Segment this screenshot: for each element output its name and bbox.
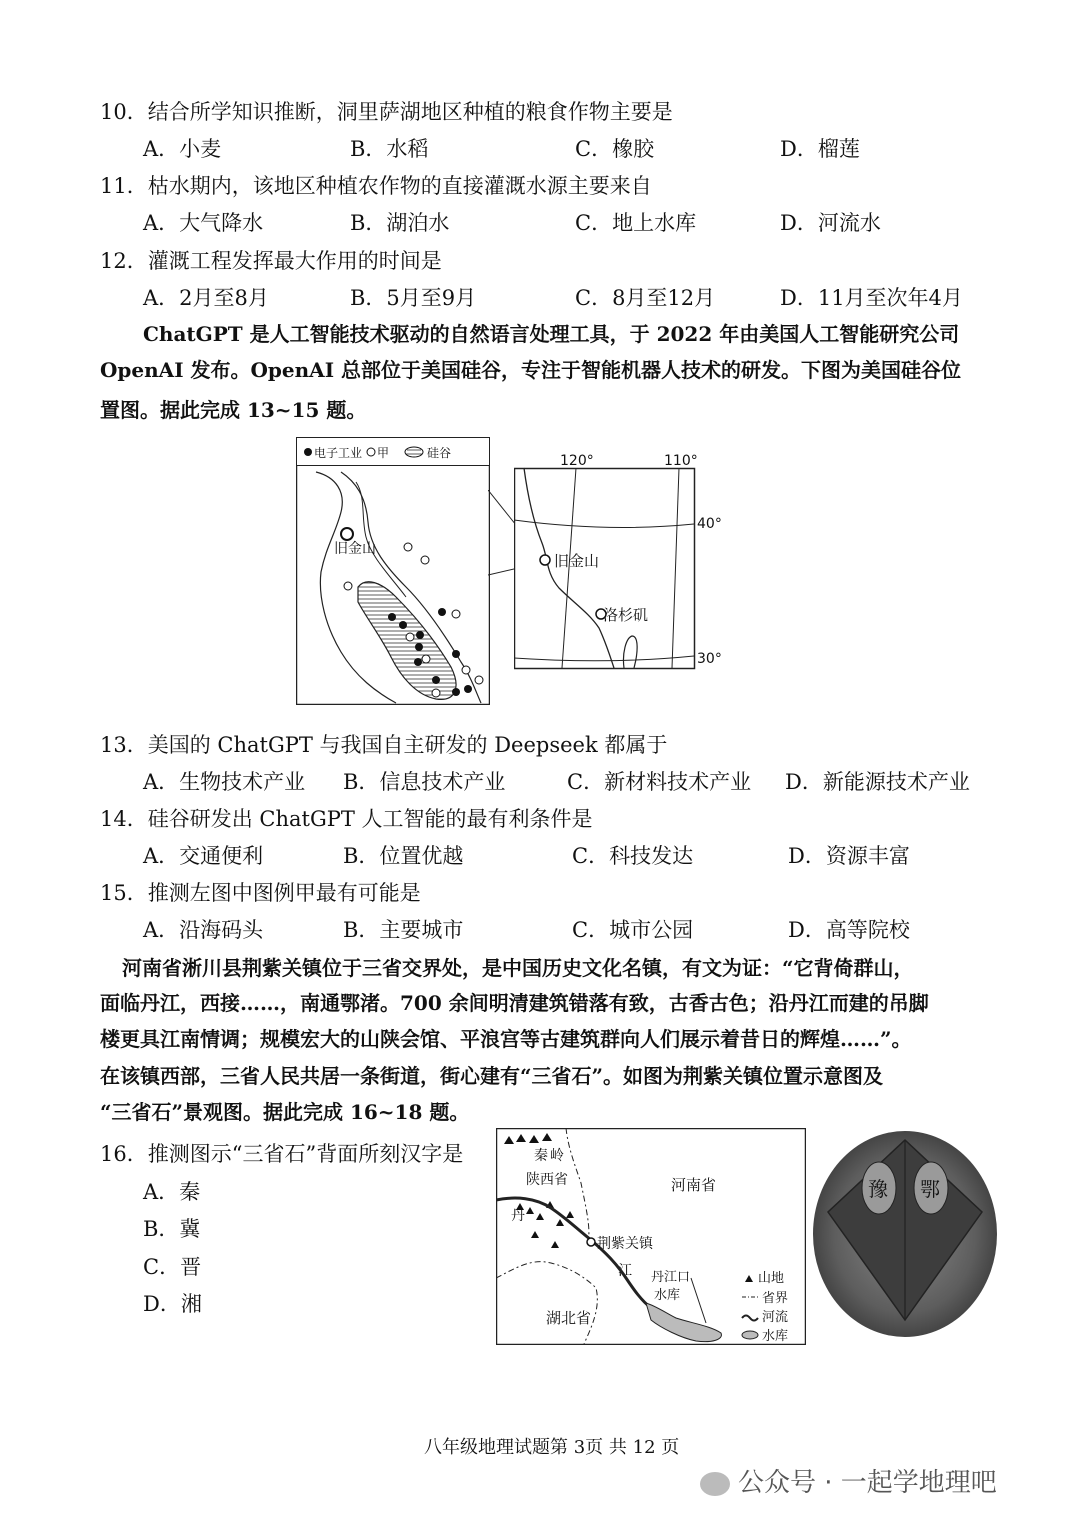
legend-electronics-icon bbox=[304, 448, 312, 456]
q12-option-a[interactable]: A．2月至8月 bbox=[143, 286, 269, 310]
q13-option-a[interactable]: A．生物技术产业 bbox=[143, 770, 306, 794]
label-henan: 河南省 bbox=[671, 1176, 717, 1194]
q10-option-c[interactable]: C．橡胶 bbox=[575, 137, 655, 161]
us-san-francisco-label: 旧金山 bbox=[554, 552, 600, 570]
los-angeles-label: 洛杉矶 bbox=[603, 606, 649, 624]
q14-option-b[interactable]: B．位置优越 bbox=[343, 844, 464, 868]
material-2-line-2: 面临丹江，西接……，南通鄂渚。700 余间明清建筑错落有致，古香古色；沿丹江而建的吊脚 bbox=[100, 991, 929, 1015]
legend-jia-label: 甲 bbox=[377, 446, 390, 460]
legend-valley-label: 硅谷 bbox=[427, 446, 452, 460]
legend-valley-icon bbox=[405, 447, 423, 457]
q11-option-d[interactable]: D．河流水 bbox=[780, 211, 881, 235]
q11-option-a[interactable]: A．大气降水 bbox=[143, 211, 264, 235]
label-reservoir-2: 水库 bbox=[654, 1288, 681, 1303]
page-footer: 八年级地理试题第 3页 共 12 页 bbox=[424, 1437, 680, 1458]
q15-option-a[interactable]: A．沿海码头 bbox=[143, 918, 264, 942]
q14-option-a[interactable]: A．交通便利 bbox=[143, 844, 264, 868]
label-ling: 岭 bbox=[550, 1148, 564, 1164]
q11-option-b[interactable]: B．湖泊水 bbox=[350, 211, 450, 235]
q11-option-c[interactable]: C．地上水库 bbox=[575, 211, 697, 235]
label-qin: 秦 bbox=[534, 1148, 548, 1164]
label-dan: 丹 bbox=[511, 1208, 525, 1224]
q12-option-d[interactable]: D．11月至次年4月 bbox=[780, 286, 963, 310]
lon-label-110: 110° bbox=[664, 453, 698, 469]
q16-option-b[interactable]: B．冀 bbox=[143, 1217, 201, 1241]
san-francisco-marker bbox=[341, 528, 353, 540]
label-jiang: 江 bbox=[618, 1263, 632, 1279]
watermark-text: 公众号 · 一起学地理吧 bbox=[738, 1468, 997, 1498]
material-2-line-4: 在该镇西部，三省人民共居一条街道，街心建有“三省石”。如图为荆紫关镇位置示意图及 bbox=[100, 1064, 884, 1088]
q11-stem: 11．枯水期内，该地区种植农作物的直接灌溉水源主要来自 bbox=[100, 174, 652, 198]
q16-option-a[interactable]: A．秦 bbox=[143, 1180, 201, 1204]
material-2-line-5: “三省石”景观图。据此完成 16~18 题。 bbox=[100, 1100, 470, 1124]
q13-stem: 13．美国的 ChatGPT 与我国自主研发的 Deepseek 都属于 bbox=[100, 733, 668, 757]
q13-option-b[interactable]: B．信息技术产业 bbox=[343, 770, 506, 794]
legend-jia-icon bbox=[367, 448, 375, 456]
stone-char-2: 鄂 bbox=[920, 1177, 940, 1201]
sanshengshi-stone-photo bbox=[812, 1130, 998, 1338]
label-hubei: 湖北省 bbox=[546, 1309, 592, 1327]
material-2-line-3: 楼更具江南情调；规模宏大的山陕会馆、平浪宫等古建筑群向人们展示着昔日的辉煌……”。 bbox=[100, 1027, 912, 1051]
q15-option-d[interactable]: D．高等院校 bbox=[788, 918, 910, 942]
lon-label-120: 120° bbox=[560, 453, 594, 469]
q16-option-d[interactable]: D．湘 bbox=[143, 1292, 202, 1316]
material-1-line-2: OpenAI 发布。OpenAI 总部位于美国硅谷，专注于智能机器人技术的研发。下图为美国硅谷位 bbox=[100, 358, 962, 382]
legend-border-label: 省界 bbox=[762, 1291, 789, 1306]
q15-option-b[interactable]: B．主要城市 bbox=[343, 918, 464, 942]
q14-option-c[interactable]: C．科技发达 bbox=[572, 844, 694, 868]
q13-option-c[interactable]: C．新材料技术产业 bbox=[567, 770, 752, 794]
label-reservoir-1: 丹江口 bbox=[651, 1270, 691, 1285]
legend-mountain-label: 山地 bbox=[758, 1271, 785, 1286]
material-2-line-1: 河南省淅川县荆紫关镇位于三省交界处，是中国历史文化名镇，有文为证：“它背倚群山， bbox=[122, 956, 914, 980]
legend-reservoir-icon bbox=[742, 1331, 758, 1339]
jingziguan-map bbox=[496, 1128, 806, 1345]
usa-west-coast-map bbox=[514, 448, 742, 670]
lat-label-40: 40° bbox=[697, 516, 722, 532]
wechat-watermark bbox=[700, 1462, 997, 1499]
legend-electronics-label: 电子工业 bbox=[314, 446, 363, 460]
q16-stem: 16．推测图示“三省石”背面所刻汉字是 bbox=[100, 1142, 464, 1166]
q16-option-c[interactable]: C．晋 bbox=[143, 1255, 202, 1279]
label-shaanxi: 陕西省 bbox=[526, 1172, 568, 1188]
legend-reservoir-label: 水库 bbox=[762, 1329, 789, 1344]
legend-river-label: 河流 bbox=[762, 1310, 789, 1325]
material-1-line-3: 置图。据此完成 13~15 题。 bbox=[100, 398, 367, 422]
q10-option-a[interactable]: A．小麦 bbox=[143, 137, 222, 161]
q10-stem: 10．结合所学知识推断，洞里萨湖地区种植的粮食作物主要是 bbox=[100, 100, 673, 124]
q13-option-d[interactable]: D．新能源技术产业 bbox=[785, 770, 970, 794]
us-san-francisco-marker bbox=[540, 555, 550, 565]
q12-option-c[interactable]: C．8月至12月 bbox=[575, 286, 716, 310]
q14-option-d[interactable]: D．资源丰富 bbox=[788, 844, 910, 868]
q14-stem: 14．硅谷研发出 ChatGPT 人工智能的最有利条件是 bbox=[100, 807, 593, 831]
q12-stem: 12．灌溉工程发挥最大作用的时间是 bbox=[100, 249, 442, 273]
material-1-line-1: ChatGPT 是人工智能技术驱动的自然语言处理工具，于 2022 年由美国人工智能研究公司 bbox=[143, 322, 960, 346]
jingziguan-marker bbox=[587, 1238, 595, 1246]
wechat-icon bbox=[700, 1472, 730, 1496]
label-town: 荆紫关镇 bbox=[597, 1236, 653, 1252]
lat-label-30: 30° bbox=[697, 651, 722, 667]
q15-stem: 15．推测左图中图例甲最有可能是 bbox=[100, 881, 421, 905]
stone-char-1: 豫 bbox=[868, 1177, 888, 1201]
san-francisco-label: 旧金山 bbox=[334, 541, 376, 557]
q10-option-d[interactable]: D．榴莲 bbox=[780, 137, 860, 161]
silicon-valley-map bbox=[296, 437, 490, 705]
q12-option-b[interactable]: B．5月至9月 bbox=[350, 286, 477, 310]
q15-option-c[interactable]: C．城市公园 bbox=[572, 918, 694, 942]
q10-option-b[interactable]: B．水稻 bbox=[350, 137, 429, 161]
